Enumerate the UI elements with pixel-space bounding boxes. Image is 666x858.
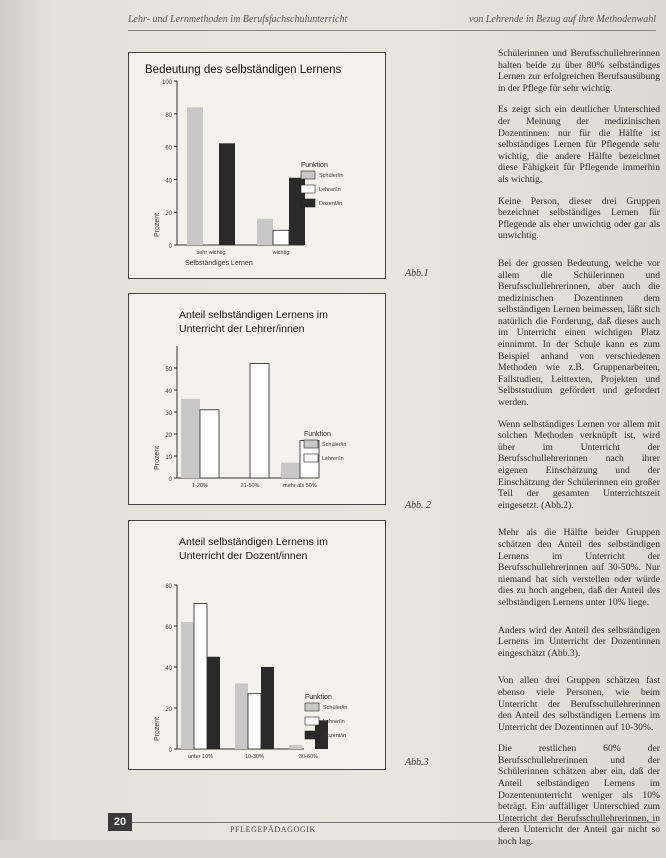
chart-title: Anteil selbständigen Lernens im <box>179 536 328 548</box>
x-tick-label: 21-50% <box>240 483 260 489</box>
y-tick-label: 80 <box>165 112 172 119</box>
y-tick-label: 40 <box>165 389 172 395</box>
y-tick-label: 10 <box>165 455 172 461</box>
chart-title: Unterricht der Lehrer/innen <box>179 323 305 335</box>
legend-entry: Schüler/in <box>322 442 347 448</box>
legend-swatch <box>304 454 318 462</box>
bar <box>235 683 248 749</box>
bar <box>261 667 274 749</box>
paragraph: Es zeigt sich ein deutlicher Unterschied der Meinung der medizinischen Dozentinnen: nur für die Hälfte ist selbständiges Lernen für Pflegende sehr wichtig, die andere Hälfte bezeichnet diese Fähigkeit für Pflegende immerhin als wichtig. <box>498 104 660 185</box>
y-tick-label: 80 <box>165 584 172 590</box>
x-tick-label: mehr als 50% <box>283 483 317 489</box>
y-tick-label: 40 <box>165 178 172 185</box>
bar <box>181 622 194 749</box>
running-head <box>128 14 656 31</box>
running-head-left: Lehr- und Lernmethoden im Berufsfachschulunterricht <box>128 14 348 25</box>
figure-1-label: Abb.1 <box>405 268 429 279</box>
legend-swatch <box>301 199 315 207</box>
y-axis-label: Prozent <box>154 716 161 741</box>
legend-swatch <box>304 440 318 448</box>
legend-title: Funktion <box>304 431 331 438</box>
bar <box>250 364 269 478</box>
y-tick-label: 100 <box>161 80 172 86</box>
paragraph: Bei der grossen Bedeutung, welche vor allem die Schülerinnen und Berufsschullehrerinnen, aber auch die medizinischen Dozentinnen dem selbständigen Lernen beimessen, läßt sich natürlich die Forderung, daß dieses auch im Unterricht einen wichtigen Platz einnimmt. In der Schule kann es zum Beispiel anhand von verschiedenen Methoden wie z.B. Gruppenarbeiten, Fallstudien, Leittexten, Projekten und Selbststudium gefördert und gefordert werden. <box>498 257 660 409</box>
bar <box>181 399 200 478</box>
bar <box>257 219 273 245</box>
legend-entry: Lehrer/in <box>319 187 341 193</box>
legend-entry: Dozent/in <box>323 733 347 739</box>
bar <box>273 230 289 245</box>
y-tick-label: 60 <box>165 625 172 631</box>
bar <box>248 694 261 749</box>
legend-title: Funktion <box>305 694 332 701</box>
bar <box>200 410 219 478</box>
bar <box>194 603 207 749</box>
legend-entry: Schüler/in <box>319 173 344 179</box>
x-tick-label: unter 10% <box>187 754 214 760</box>
legend-swatch <box>305 703 319 711</box>
y-tick-label: 30 <box>165 411 172 417</box>
y-tick-label: 40 <box>165 666 172 672</box>
paragraph: Keine Person, dieser drei Gruppen bezeichnet selbständiges Lernen für Pflegende als eher unwichtig oder gar als unwichtig. <box>498 195 660 242</box>
y-tick-label: 0 <box>168 244 172 250</box>
bar <box>207 657 220 749</box>
chart-title: Unterricht der Dozent/innen <box>179 550 308 562</box>
y-tick-label: 20 <box>165 433 172 439</box>
footer-rule <box>128 822 656 823</box>
x-axis-label: Selbständiges Lernen <box>185 260 253 267</box>
running-head-right: von Lehrende in Bezug auf ihre Methodenwahl <box>468 14 656 25</box>
y-tick-label: 0 <box>168 748 172 754</box>
legend-entry: Schüler/in <box>323 705 348 711</box>
legend-entry: Dozent/in <box>319 201 343 207</box>
bar <box>187 107 203 245</box>
paragraph: Von allen drei Gruppen schätzen fast ebenso viele Personen, wie beim Unterricht der Berufsschullehrerinnen den Anteil des selbständigen Lernens im Unterricht der Dozentinnen auf 10-30%. <box>498 675 660 733</box>
figure-3-svg <box>129 521 385 769</box>
legend-swatch <box>305 731 319 739</box>
figure-2-chart <box>128 293 386 505</box>
figure-2-svg <box>129 294 385 504</box>
y-axis-label: Prozent <box>154 445 161 470</box>
body-text-column <box>498 48 660 858</box>
bar <box>289 745 302 749</box>
paragraph: Schülerinnen und Berufsschullehrerinnen halten beide zu über 80% selbständiges Lernen zur erfolgreichen Berufsausübung in der Pflege für sehr wichtig. <box>498 48 660 94</box>
bar <box>219 143 235 245</box>
y-tick-label: 20 <box>165 211 172 218</box>
chart-title: Bedeutung des selbständigen Lernens <box>145 64 342 76</box>
legend-swatch <box>301 185 315 193</box>
x-tick-label: 10-30% <box>245 754 264 760</box>
legend-swatch <box>301 171 315 179</box>
x-tick-label: sehr wichtig <box>196 250 226 256</box>
x-tick-label: 1-20% <box>192 483 208 489</box>
y-tick-label: 0 <box>168 477 172 483</box>
x-tick-label: 30-60% <box>299 754 318 760</box>
page-number: 20 <box>108 813 132 831</box>
figure-3-label: Abb.3 <box>405 757 429 768</box>
paragraph: Mehr als die Hälfte beider Gruppen schätzen den Anteil des selbständigen Lernens im Unterricht der Berufsschullehrerinnen auf 30-50%. Nur niemand hat sich verstellen oder würde dies zu hoch angeben, daß der Anteil des selbständigen Lernens unter 10% liege. <box>498 527 660 608</box>
y-tick-label: 20 <box>165 707 172 713</box>
figure-1-chart <box>128 52 386 279</box>
figure-3-chart <box>128 520 386 770</box>
y-tick-label: 50 <box>165 367 172 373</box>
y-tick-label: 60 <box>165 145 172 152</box>
figure-1-svg <box>129 53 385 278</box>
legend-title: Funktion <box>301 162 328 169</box>
legend-entry: Lehrer/in <box>323 719 345 725</box>
chart-title: Anteil selbständigen Lernens im <box>179 309 328 321</box>
bar <box>281 463 300 478</box>
paragraph: Die restlichen 60% der Berufsschullehrerinnen und der Schülerinnen schätzen aber ein, daß der Anteil selbständigen Lernens im Dozentenunterricht weniger als 10% beträgt. Ein auffälliger Unterschied zum Unterricht der Berufsschullehrerinnen, in deren Unterricht der Anteil gar nicht so hoch lag. <box>498 743 660 848</box>
paragraph: Anders wird der Anteil des selbständigen Lernens im Unterricht der Dozentinnen eingeschätzt (Abb.3). <box>498 624 660 659</box>
paragraph: Wenn selbständiges Lernen vor allem mit solchen Methoden verknüpft ist, wird über im Unterricht der Berufsschullehrerinnen nach ihrer eigenen Einschätzung und der Einschätzung der Schülerinnen ein großer Teil der gesamten Unterrichtszeit eingesetzt. (Abb.2). <box>498 418 660 511</box>
y-axis-label: Prozent <box>154 212 161 237</box>
figure-2-label: Abb. 2 <box>405 500 432 511</box>
legend-entry: Lehrer/in <box>322 456 344 462</box>
legend-swatch <box>305 717 319 725</box>
footer-text: PFLEGEPÄDAGOGIK <box>230 825 316 834</box>
x-tick-label: wichtig <box>272 250 290 256</box>
